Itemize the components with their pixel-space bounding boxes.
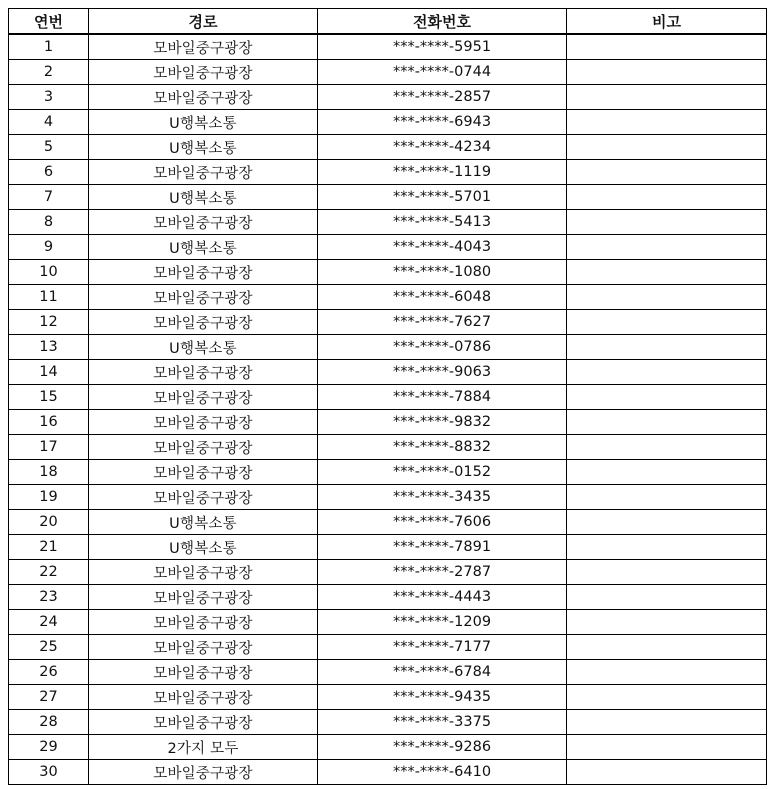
- cell-phone[interactable]: ***-****-9286: [318, 735, 567, 760]
- table-row: [9, 34, 767, 60]
- cell-route[interactable]: U행복소통: [89, 110, 318, 135]
- cell-phone[interactable]: ***-****-9063: [318, 360, 567, 385]
- cell-route[interactable]: 모바일중구광장: [89, 685, 318, 710]
- cell-route[interactable]: 모바일중구광장: [89, 34, 318, 60]
- table-row: [9, 285, 767, 310]
- cell-route[interactable]: 모바일중구광장: [89, 210, 318, 235]
- cell-phone[interactable]: ***-****-6410: [318, 760, 567, 785]
- cell-route[interactable]: U행복소통: [89, 510, 318, 535]
- cell-route[interactable]: 모바일중구광장: [89, 360, 318, 385]
- table-row: [9, 460, 767, 485]
- cell-note[interactable]: [567, 660, 767, 685]
- table-row: [9, 635, 767, 660]
- cell-phone[interactable]: ***-****-0786: [318, 335, 567, 360]
- table-row: [9, 260, 767, 285]
- cell-index[interactable]: 4: [9, 110, 89, 135]
- cell-note[interactable]: [567, 710, 767, 735]
- table-row: [9, 485, 767, 510]
- table-header: [9, 9, 767, 35]
- cell-route[interactable]: 모바일중구광장: [89, 760, 318, 785]
- cell-index[interactable]: 24: [9, 610, 89, 635]
- cell-index[interactable]: 6: [9, 160, 89, 185]
- cell-phone[interactable]: ***-****-5701: [318, 185, 567, 210]
- table-row: [9, 160, 767, 185]
- table-row: [9, 385, 767, 410]
- cell-route[interactable]: 모바일중구광장: [89, 60, 318, 85]
- cell-route[interactable]: 모바일중구광장: [89, 310, 318, 335]
- table-row: [9, 760, 767, 785]
- cell-note[interactable]: [567, 235, 767, 260]
- cell-index[interactable]: 15: [9, 385, 89, 410]
- cell-note[interactable]: [567, 460, 767, 485]
- cell-note[interactable]: [567, 60, 767, 85]
- table-row: [9, 510, 767, 535]
- cell-note[interactable]: [567, 535, 767, 560]
- cell-note[interactable]: [567, 360, 767, 385]
- cell-index[interactable]: 21: [9, 535, 89, 560]
- cell-note[interactable]: [567, 85, 767, 110]
- cell-route[interactable]: 모바일중구광장: [89, 610, 318, 635]
- table-row: [9, 735, 767, 760]
- table-row: [9, 535, 767, 560]
- cell-note[interactable]: [567, 410, 767, 435]
- table-row: [9, 135, 767, 160]
- cell-route[interactable]: 모바일중구광장: [89, 660, 318, 685]
- cell-index[interactable]: 22: [9, 560, 89, 585]
- cell-route[interactable]: U행복소통: [89, 135, 318, 160]
- cell-note[interactable]: [567, 510, 767, 535]
- table-row: [9, 435, 767, 460]
- table-row: [9, 210, 767, 235]
- cell-note[interactable]: [567, 585, 767, 610]
- cell-index[interactable]: 7: [9, 185, 89, 210]
- cell-route[interactable]: U행복소통: [89, 335, 318, 360]
- cell-index[interactable]: 25: [9, 635, 89, 660]
- cell-phone[interactable]: ***-****-0152: [318, 460, 567, 485]
- header-index[interactable]: 연번: [9, 9, 89, 35]
- cell-index[interactable]: 1: [9, 34, 89, 60]
- cell-index[interactable]: 27: [9, 685, 89, 710]
- table-row: [9, 585, 767, 610]
- cell-index[interactable]: 2: [9, 60, 89, 85]
- cell-phone[interactable]: ***-****-4443: [318, 585, 567, 610]
- cell-phone[interactable]: ***-****-3375: [318, 710, 567, 735]
- cell-phone[interactable]: ***-****-2857: [318, 85, 567, 110]
- header-row: [9, 9, 767, 35]
- cell-index[interactable]: 8: [9, 210, 89, 235]
- cell-phone[interactable]: ***-****-6784: [318, 660, 567, 685]
- cell-phone[interactable]: ***-****-0744: [318, 60, 567, 85]
- cell-note[interactable]: [567, 135, 767, 160]
- cell-phone[interactable]: ***-****-7884: [318, 385, 567, 410]
- cell-route[interactable]: 모바일중구광장: [89, 385, 318, 410]
- table-row: [9, 85, 767, 110]
- cell-route[interactable]: 모바일중구광장: [89, 485, 318, 510]
- cell-route[interactable]: 모바일중구광장: [89, 410, 318, 435]
- table-row: [9, 710, 767, 735]
- header-route[interactable]: 경로: [89, 9, 318, 35]
- cell-note[interactable]: [567, 310, 767, 335]
- cell-index[interactable]: 18: [9, 460, 89, 485]
- cell-note[interactable]: [567, 335, 767, 360]
- cell-route[interactable]: 모바일중구광장: [89, 710, 318, 735]
- cell-note[interactable]: [567, 485, 767, 510]
- cell-route[interactable]: 모바일중구광장: [89, 285, 318, 310]
- cell-index[interactable]: 14: [9, 360, 89, 385]
- table-row: [9, 335, 767, 360]
- table-row: [9, 60, 767, 85]
- cell-phone[interactable]: ***-****-9832: [318, 410, 567, 435]
- cell-route[interactable]: U행복소통: [89, 235, 318, 260]
- table-row: [9, 560, 767, 585]
- table-row: [9, 185, 767, 210]
- cell-phone[interactable]: ***-****-5951: [318, 34, 567, 60]
- cell-phone[interactable]: ***-****-8832: [318, 435, 567, 460]
- cell-phone[interactable]: ***-****-7627: [318, 310, 567, 335]
- cell-route[interactable]: 모바일중구광장: [89, 260, 318, 285]
- cell-note[interactable]: [567, 385, 767, 410]
- table-row: [9, 610, 767, 635]
- table-row: [9, 685, 767, 710]
- cell-phone[interactable]: ***-****-7606: [318, 510, 567, 535]
- header-note[interactable]: 비고: [567, 9, 767, 35]
- cell-note[interactable]: [567, 760, 767, 785]
- cell-route[interactable]: 2가지 모두: [89, 735, 318, 760]
- cell-note[interactable]: [567, 610, 767, 635]
- cell-note[interactable]: [567, 685, 767, 710]
- cell-route[interactable]: 모바일중구광장: [89, 435, 318, 460]
- cell-note[interactable]: [567, 210, 767, 235]
- cell-phone[interactable]: ***-****-7891: [318, 535, 567, 560]
- cell-note[interactable]: [567, 160, 767, 185]
- cell-note[interactable]: [567, 260, 767, 285]
- cell-index[interactable]: 19: [9, 485, 89, 510]
- data-table: [8, 8, 767, 785]
- table-row: [9, 235, 767, 260]
- cell-note[interactable]: [567, 110, 767, 135]
- table-row: [9, 310, 767, 335]
- cell-phone[interactable]: ***-****-5413: [318, 210, 567, 235]
- cell-phone[interactable]: ***-****-6943: [318, 110, 567, 135]
- cell-index[interactable]: 11: [9, 285, 89, 310]
- cell-phone[interactable]: ***-****-1119: [318, 160, 567, 185]
- cell-index[interactable]: 28: [9, 710, 89, 735]
- cell-note[interactable]: [567, 635, 767, 660]
- cell-route[interactable]: 모바일중구광장: [89, 635, 318, 660]
- cell-route[interactable]: U행복소통: [89, 535, 318, 560]
- cell-index[interactable]: 3: [9, 85, 89, 110]
- cell-index[interactable]: 12: [9, 310, 89, 335]
- cell-phone[interactable]: ***-****-2787: [318, 560, 567, 585]
- table-row: [9, 410, 767, 435]
- cell-phone[interactable]: ***-****-1209: [318, 610, 567, 635]
- table-row: [9, 660, 767, 685]
- cell-index[interactable]: 20: [9, 510, 89, 535]
- cell-note[interactable]: [567, 34, 767, 60]
- cell-route[interactable]: 모바일중구광장: [89, 85, 318, 110]
- cell-index[interactable]: 23: [9, 585, 89, 610]
- cell-route[interactable]: U행복소통: [89, 185, 318, 210]
- cell-phone[interactable]: ***-****-1080: [318, 260, 567, 285]
- cell-note[interactable]: [567, 285, 767, 310]
- cell-index[interactable]: 13: [9, 335, 89, 360]
- cell-phone[interactable]: ***-****-3435: [318, 485, 567, 510]
- cell-index[interactable]: 5: [9, 135, 89, 160]
- cell-phone[interactable]: ***-****-7177: [318, 635, 567, 660]
- cell-index[interactable]: 30: [9, 760, 89, 785]
- table-row: [9, 360, 767, 385]
- cell-note[interactable]: [567, 435, 767, 460]
- table-row: [9, 110, 767, 135]
- cell-phone[interactable]: ***-****-4234: [318, 135, 567, 160]
- cell-route[interactable]: 모바일중구광장: [89, 460, 318, 485]
- spreadsheet: [8, 8, 767, 785]
- cell-phone[interactable]: ***-****-4043: [318, 235, 567, 260]
- cell-route[interactable]: 모바일중구광장: [89, 560, 318, 585]
- cell-note[interactable]: [567, 735, 767, 760]
- cell-index[interactable]: 17: [9, 435, 89, 460]
- cell-index[interactable]: 29: [9, 735, 89, 760]
- header-phone[interactable]: 전화번호: [318, 9, 567, 35]
- table-body: [9, 34, 767, 785]
- cell-index[interactable]: 26: [9, 660, 89, 685]
- cell-route[interactable]: 모바일중구광장: [89, 585, 318, 610]
- cell-index[interactable]: 10: [9, 260, 89, 285]
- cell-index[interactable]: 16: [9, 410, 89, 435]
- cell-route[interactable]: 모바일중구광장: [89, 160, 318, 185]
- cell-index[interactable]: 9: [9, 235, 89, 260]
- cell-phone[interactable]: ***-****-9435: [318, 685, 567, 710]
- cell-note[interactable]: [567, 560, 767, 585]
- cell-phone[interactable]: ***-****-6048: [318, 285, 567, 310]
- cell-note[interactable]: [567, 185, 767, 210]
